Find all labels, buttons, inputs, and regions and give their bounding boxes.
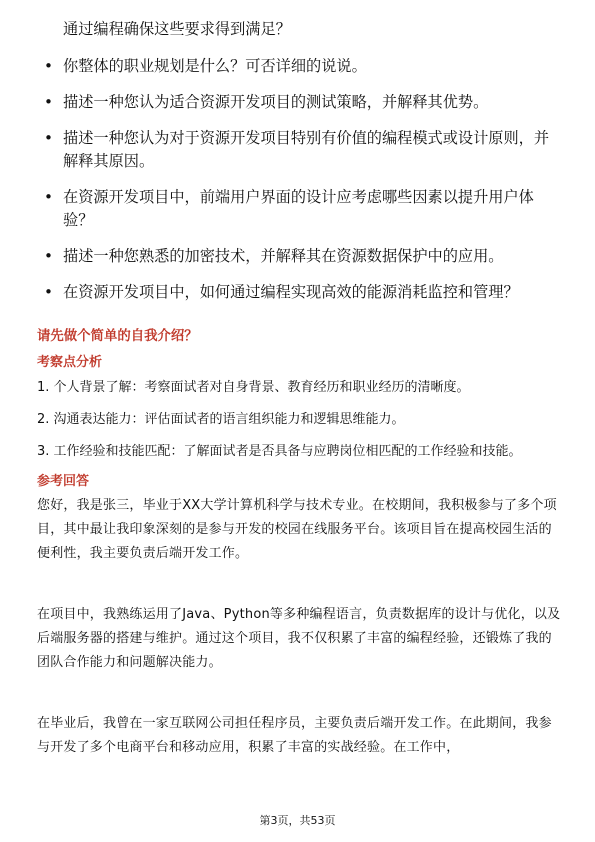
bullet-dot-icon: • [44, 247, 53, 265]
answer-paragraph: 在毕业后，我曾在一家互联网公司担任程序员，主要负责后端开发工作。在此期间，我参与开发了多个电商平台和移动应用，积累了丰富的实战经验。在工作中， [37, 716, 552, 755]
answer-paragraph: 在项目中，我熟练运用了Java、Python等多种编程语言，负责数据库的设计与优化，以及后端服务器的搭建与维护。通过这个项目，我不仅积累了丰富的编程经验，还锻炼了我的团队合作能力和问题解决能力。 [37, 607, 561, 670]
bullet-item [40, 245, 560, 268]
bullet-item-text: 描述一种您熟悉的加密技术，并解释其在资源数据保护中的应用。 [63, 247, 504, 265]
analysis-point: 1. 个人背景了解：考察面试者对自身背景、教育经历和职业经历的清晰度。 [37, 380, 470, 395]
analysis-heading: 考察点分析 [37, 355, 103, 370]
bullet-item-text: 你整体的职业规划是什么？可否详细的说说。 [63, 57, 367, 75]
bullet-continuation-text: 通过编程确保这些要求得到满足？ [63, 20, 291, 38]
bullet-item-text: 描述一种您认为对于资源开发项目特别有价值的编程模式或设计原则，并解释其原因。 [63, 129, 549, 170]
answer-heading: 参考回答 [37, 474, 90, 489]
question-bullet-list [40, 18, 560, 317]
analysis-point: 3. 工作经验和技能匹配：了解面试者是否具备与应聘岗位相匹配的工作经验和技能。 [37, 444, 522, 459]
bullet-dot-icon: • [44, 57, 53, 75]
analysis-point: 2. 沟通表达能力：评估面试者的语言组织能力和逻辑思维能力。 [37, 412, 405, 427]
bullet-item-text: 描述一种您认为适合资源开发项目的测试策略，并解释其优势。 [63, 93, 489, 111]
bullet-item-text: 在资源开发项目中，如何通过编程实现高效的能源消耗监控和管理？ [63, 283, 519, 301]
bullet-item [40, 281, 560, 304]
bullet-item [40, 127, 560, 173]
page-number-footer: 第3页，共53页 [259, 814, 336, 827]
bullet-dot-icon: • [44, 283, 53, 301]
bullet-dot-icon: • [44, 93, 53, 111]
bullet-dot-icon: • [44, 129, 53, 147]
question-section [37, 327, 562, 797]
answer-paragraph: 您好，我是张三，毕业于XX大学计算机科学与技术专业。在校期间，我积极参与了多个项目，其中最让我印象深刻的是参与开发的校园在线服务平台。该项目旨在提高校园生活的便利性，我主要负责后端开发工作。 [37, 498, 557, 561]
bullet-dot-icon: • [44, 188, 53, 206]
bullet-item [40, 55, 560, 78]
bullet-item [40, 186, 560, 232]
question-title: 请先做个简单的自我介绍？ [37, 329, 198, 344]
bullet-item-text: 在资源开发项目中，前端用户界面的设计应考虑哪些因素以提升用户体验？ [63, 188, 534, 229]
bullet-item [40, 91, 560, 114]
